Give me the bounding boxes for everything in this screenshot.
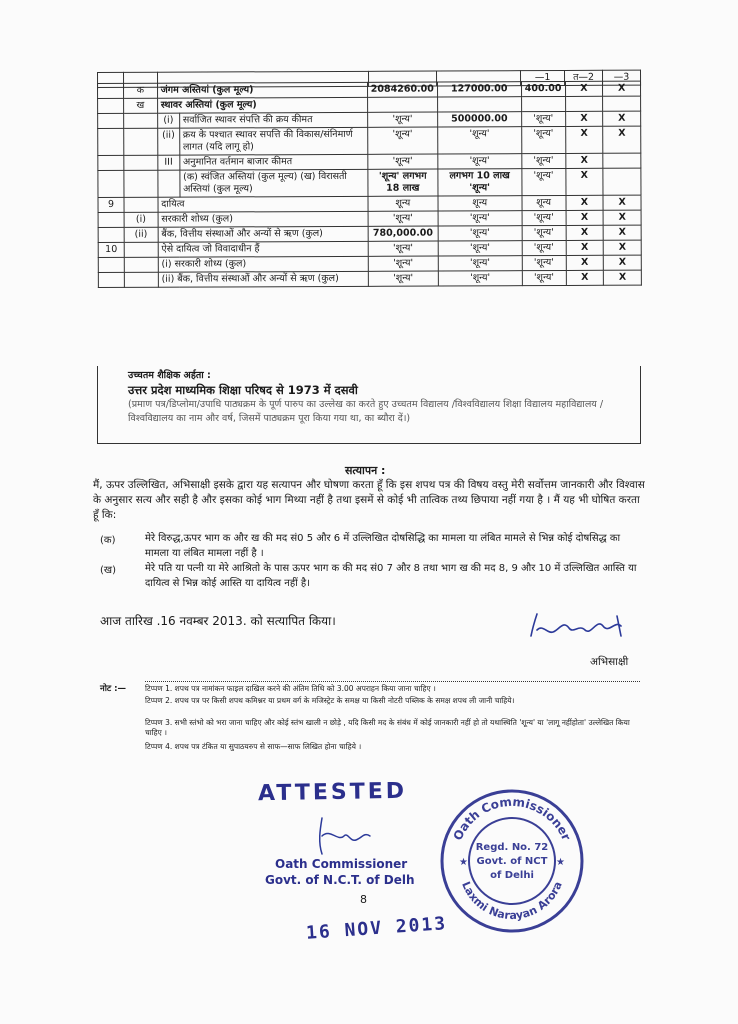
table-row: (क) स्वंजित अस्तियां (कुल मूल्य) (ख) विरासती अस्तियां (कुल मूल्य) 'शून्य' लगभग 18 लाख लगभग 10 लाख 'शून्य' 'शून्य' X [98,168,641,197]
table-row: (i) सर्वाजित स्थावर संपत्ति की क्रय कीमत 'शून्य' 500000.00 'शून्य' X X [98,111,641,128]
note-4: टिप्पण 4. शपथ पत्र टंकित या सुपाठयरुप से साफ—साफ लिखित होना चाहिये । [145,742,362,751]
table-row: (i) सरकारी शोध्य (कुल) 'शून्य' 'शून्य' 'शून्य' X X [98,210,641,227]
verification-title: सत्यापन : [345,464,386,477]
clause-b-marker: (ख) [100,565,116,576]
clause-a-text: मेरे विरुद्ध,ऊपर भाग क और ख की मद सं0 5 और 6 में उल्लिखित दोषसिद्धि का मामला या लंबित मामले से भिन्न कोई दोषसिद्ध का मामला या लंबित मामला नहीं है । [145,533,621,559]
seal-star-right: ★ [556,857,565,868]
education-box [97,366,641,444]
note-2: टिप्पण 2. शपथ पत्र पर किसी शपथ कमिश्नर या प्रथम वर्ग के मजिस्ट्रेट के समक्ष या किसी नोटरी पब्लिक के समक्ष शपथ ली जानी चाहिये। [145,696,515,705]
notes-label: नोट :— [100,684,127,694]
note-1: टिप्पण 1. शपथ पत्र नामांकन फाइल दाखिल करने की अंतिम तिथि को 3.00 अपराहन किया जाना चाहिए । [145,684,436,693]
education-instruction: (प्रमाण पत्र/डिप्लोमा/उपाधि पाठ्यक्रम के पूर्ण पारुप का उल्लेख का करते हुए उच्चतम विद्यालय /विश्वविद्यालय शिक्षा विद्यालय महाविद्यालय /विश्वविद्यालय का नाम और वर्ष, जिसमें पाठ्यक्रम पूरा किया गया था, का ब्यौरा दें।) [128,399,604,424]
clause-a-marker: (क) [100,535,116,546]
table-row: III अनुमानित वर्तमान बाजार कीमत 'शून्य' 'शून्य' 'शून्य' X [98,153,641,170]
verification-paragraph: मैं, ऊपर उल्लिखित, अभिसाक्षी इसके द्वारा यह सत्यापन और घोषणा करता हूँ कि इस शपथ पत्र की विषय वस्तु मेरी सर्वोत्तम जानकारी और विश्वास के अनुसार सत्य और सही है और इसका कोई भाग मिथ्या नहीं है तथा इसमें से कोई भी तात्विक तथ्य छिपाया नहीं गया है । मैं यह भी घोषित करता हूँ कि: [93,479,645,521]
seal-line-3: of Delhi [490,870,534,881]
oath-commissioner-seal [437,786,587,936]
page-number: 8 [360,893,367,906]
col-head-2: त—2 [565,70,603,85]
table-row: (ii) बैंक, वित्तीय संस्थाओं और अन्यों से ऋण (कुल) 780,000.00 'शून्य' 'शून्य' X X [98,225,641,242]
attested-stamp: ATTESTED [257,778,408,807]
table-row: (ii) बैंक, वित्तीय संस्थाओं और अन्यों से ऋण (कुल) 'शून्य' 'शून्य' 'शून्य' X X [98,270,641,287]
table-row: (ii) क्रय के पश्चात स्थावर सपत्ति की विकास/संनिमार्ण लागत (यदि लागू हो) 'शून्य' 'शून्य' 'शून्य' X X [98,126,641,155]
svg-text:Laxmi Narayan Arora [459,880,565,922]
commissioner-signature [308,812,378,860]
table-row: (i) सरकारी शोध्य (कुल) 'शून्य' 'शून्य' 'शून्य' X X [98,255,641,272]
education-heading: उच्चतम शैक्षिक अर्हता : [128,370,211,381]
seal-star-left: ★ [459,857,468,868]
col-head-1: —1 [521,70,565,85]
table-row: क जंगम अस्तियां (कुल मूल्य) 2084260.00 127000.00 400.00 X X [98,81,641,98]
education-value: उत्तर प्रदेश माध्यमिक शिक्षा परिषद से 1973 में दसवी [128,383,358,397]
col-head-3: —3 [603,70,641,85]
table-row: ख स्थावर अस्तियां (कुल मूल्य) [98,96,641,113]
assets-table-body [97,81,642,288]
seal-ring-bottom: Laxmi Narayan Arora [459,879,565,923]
deponent-signature [525,606,635,650]
seal-line-2: Govt. of NCT [476,856,548,867]
oath-commissioner-line1: Oath Commissioner [275,857,408,871]
seal-line-1: Regd. No. 72 [475,842,549,853]
table-row: 9 दायित्व शून्य शून्य शून्य X X [98,195,641,212]
table-row: 10 ऐसे दायित्व जो विवादाधीन हैं 'शून्य' 'शून्य' 'शून्य' X X [98,240,641,257]
notes-divider [145,681,640,682]
deponent-label: अभिसाक्षी [590,656,629,668]
note-3: टिप्पण 3. सभी स्तंभो को भरा जाना चाहिए और कोई स्तंभ खाली न छोड़े , यदि किसी मद के संबंध में कोई जानकारी नहीं हो तो यथास्थिति 'शून्य' या 'लागू नहींहोता' उल्लेखित किया चाहिए । [145,718,630,737]
date-stamp: 16 NOV 2013 [305,913,448,944]
verification-date: आज तारिख .16 नवम्बर 2013. को सत्यापित किया। [100,614,336,628]
seal-ring-top: Oath Commissioner [450,794,574,843]
oath-commissioner-line2: Govt. of N.C.T. of Delh [265,873,415,887]
clause-b-text: मेरे पति या पत्नी या मेरे आश्रितो के पास ऊपर भाग क की मद सं0 7 और 8 तथा भाग ख की मद 8, 9 और 10 में उल्लिखित आस्ति या दायित्व से भिन्न कोई आस्ति या दायित्व नहीं है। [145,563,637,589]
